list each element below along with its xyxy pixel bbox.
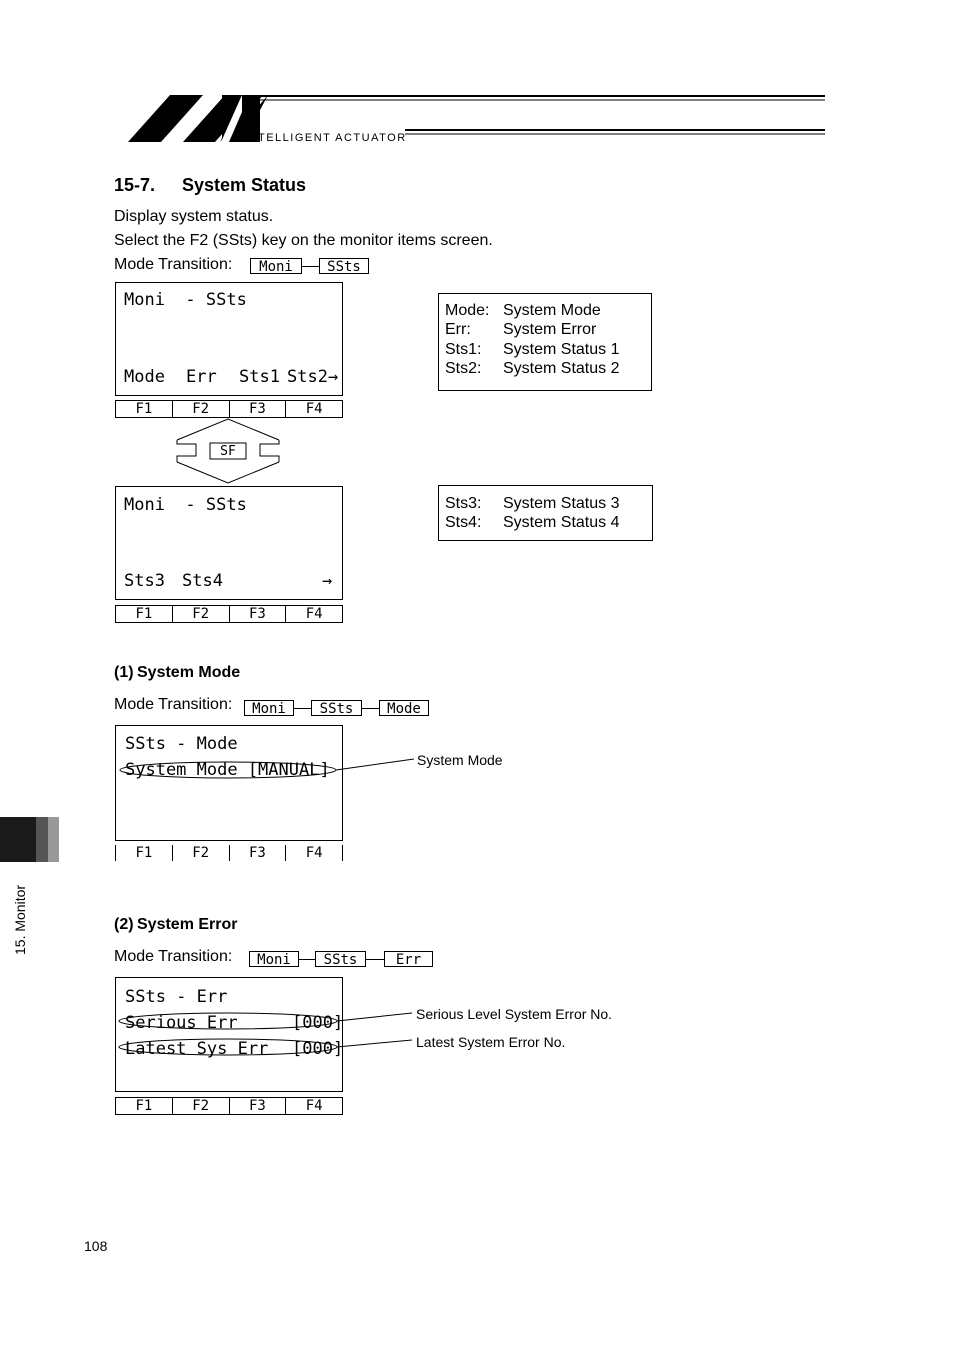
fkey-label-sts3: Sts3 bbox=[124, 571, 165, 591]
transition-connector bbox=[362, 708, 379, 709]
transition-err: Err bbox=[384, 951, 433, 967]
system-mode-callout bbox=[114, 755, 419, 785]
next-arrow: → bbox=[322, 571, 333, 591]
chapter-tab-shade-light bbox=[48, 817, 59, 862]
transition-moni: Moni bbox=[244, 700, 294, 716]
mode-transition-label: Mode Transition: bbox=[114, 696, 233, 713]
annotation-system-mode: System Mode bbox=[417, 752, 503, 768]
f1-key[interactable]: F1 bbox=[116, 1098, 173, 1114]
f3-key[interactable]: F3 bbox=[230, 1098, 287, 1114]
f3-key[interactable]: F3 bbox=[230, 606, 287, 622]
transition-mode: Mode bbox=[379, 700, 429, 716]
transition-ssts: SSts bbox=[319, 258, 369, 274]
intro-line-1: Display system status. bbox=[114, 208, 274, 225]
f4-key[interactable]: F4 bbox=[305, 845, 323, 861]
fkey-row-1 bbox=[115, 400, 343, 418]
legend-value: System Mode bbox=[503, 302, 601, 319]
transition-connector bbox=[302, 266, 319, 267]
fkey-label-sts4: Sts4 bbox=[182, 571, 223, 591]
f2-key[interactable]: F2 bbox=[173, 1098, 230, 1114]
transition-moni: Moni bbox=[249, 951, 299, 967]
annotation-serious-err: Serious Level System Error No. bbox=[416, 1006, 613, 1022]
fkey-label-sts2: Sts2→ bbox=[287, 367, 339, 387]
annotation-latest-err: Latest System Error No. bbox=[416, 1034, 566, 1050]
f1-key[interactable]: F1 bbox=[116, 401, 173, 417]
fkey-row-2 bbox=[115, 605, 343, 623]
transition-moni: Moni bbox=[250, 258, 302, 274]
transition-ssts: SSts bbox=[311, 700, 362, 716]
lcd-screen-1 bbox=[115, 282, 343, 396]
iai-logo bbox=[125, 92, 830, 144]
transition-connector bbox=[294, 708, 311, 709]
lcd-line-1: Moni - SSts bbox=[124, 495, 247, 515]
lcd-screen-2 bbox=[115, 486, 343, 600]
latest-err-label: Latest Sys Err bbox=[125, 1039, 269, 1059]
f4-key[interactable]: F4 bbox=[305, 606, 323, 622]
intro-line-2: Select the F2 (SSts) key on the monitor items screen. bbox=[114, 232, 493, 249]
system-error-callouts bbox=[114, 1005, 419, 1060]
fkey-label-mode: Mode bbox=[124, 367, 165, 387]
page-number: 108 bbox=[84, 1238, 108, 1254]
serious-err-label: Serious Err bbox=[125, 1013, 238, 1033]
fkey-row-4 bbox=[115, 1097, 343, 1115]
f2-key[interactable]: F2 bbox=[173, 401, 230, 417]
transition-connector bbox=[366, 959, 384, 960]
fkey-label-err: Err bbox=[186, 367, 217, 387]
subheading-2: System Error bbox=[137, 916, 238, 933]
section-number: 15-7. bbox=[114, 175, 156, 195]
chapter-tab bbox=[0, 817, 36, 862]
mode-transition-label: Mode Transition: bbox=[114, 256, 233, 273]
system-mode-line: System Mode [MANUAL] bbox=[125, 760, 330, 780]
section-title: System Status bbox=[182, 175, 307, 195]
lcd-line-1: SSts - Err bbox=[125, 987, 228, 1007]
transition-ssts: SSts bbox=[315, 951, 366, 967]
subheading-1-number: (1) bbox=[114, 664, 134, 681]
f3-key[interactable]: F3 bbox=[230, 845, 287, 861]
sf-key[interactable]: SF bbox=[220, 444, 236, 459]
legend-key: Sts1: bbox=[445, 341, 482, 358]
legend-key: Sts2: bbox=[445, 360, 482, 377]
legend-key: Mode: bbox=[445, 302, 490, 319]
f1-key[interactable]: F1 bbox=[116, 606, 173, 622]
chapter-tab-shade bbox=[36, 817, 48, 862]
lcd-line-1: SSts - Mode bbox=[125, 734, 238, 754]
f2-key[interactable]: F2 bbox=[173, 606, 230, 622]
legend-key: Sts4: bbox=[445, 514, 482, 531]
chapter-label: 15. Monitor bbox=[12, 884, 28, 955]
transition-connector bbox=[299, 959, 315, 960]
mode-transition-label: Mode Transition: bbox=[114, 948, 233, 965]
lcd-line-1: Moni - SSts bbox=[124, 290, 247, 310]
legend-value: System Status 4 bbox=[503, 514, 620, 531]
legend-box-2 bbox=[438, 485, 653, 541]
subheading-1: System Mode bbox=[137, 664, 241, 681]
latest-err-value: [000] bbox=[292, 1039, 344, 1059]
legend-box-1 bbox=[438, 293, 652, 391]
legend-value: System Error bbox=[503, 321, 597, 338]
fkey-row-3 bbox=[115, 845, 343, 861]
legend-value: System Status 3 bbox=[503, 495, 620, 512]
legend-value: System Status 2 bbox=[503, 360, 620, 377]
f3-key[interactable]: F3 bbox=[230, 401, 287, 417]
f4-key[interactable]: F4 bbox=[305, 1098, 323, 1114]
f1-key[interactable]: F1 bbox=[116, 845, 173, 861]
legend-key: Err: bbox=[445, 321, 471, 338]
brand-tagline: INTELLIGENT ACTUATOR bbox=[244, 132, 407, 144]
fkey-label-sts1: Sts1 bbox=[239, 367, 280, 387]
legend-key: Sts3: bbox=[445, 495, 482, 512]
f2-key[interactable]: F2 bbox=[173, 845, 230, 861]
f4-key[interactable]: F4 bbox=[305, 401, 323, 417]
serious-err-value: [000] bbox=[292, 1013, 344, 1033]
legend-value: System Status 1 bbox=[503, 341, 620, 358]
subheading-2-number: (2) bbox=[114, 916, 134, 933]
